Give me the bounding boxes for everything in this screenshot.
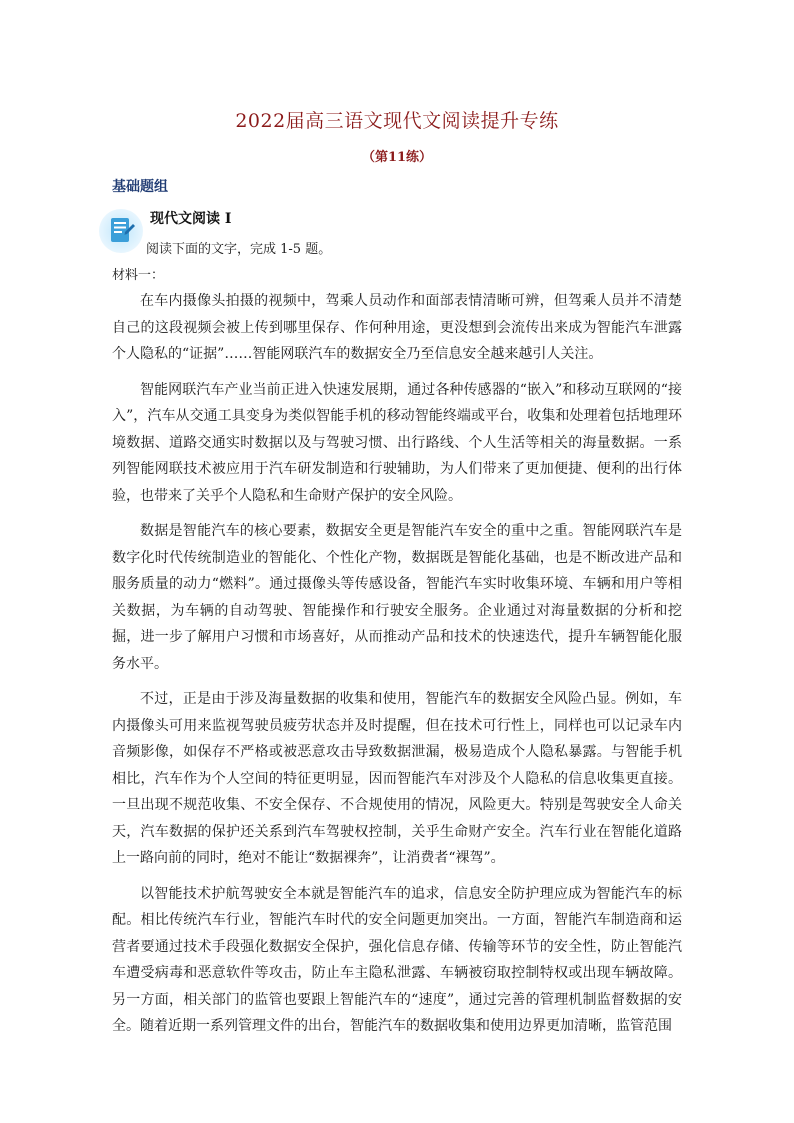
page-subtitle: （第11练） bbox=[361, 150, 433, 165]
paragraph-5: 以智能技术护航驾驶安全本就是智能汽车的追求，信息安全防护理应成为智能汽车的标配。相比传统汽车行业，智能汽车时代的安全问题更加突出。一方面，智能汽车制造商和运营者要通过技术手段强化数据安全保护，强化信息存储、传输等环节的安全性，防止智能汽车遭受病毒和恶意软件等攻击，防止车主隐私泄露、车辆被窃取控制特权或出现车辆故障。另一方面，相关部门的监管也要跟上智能汽车的“速度”，通过完善的管理机制监督数据的安全。随着近期一系列管理文件的出台，智能汽车的数据收集和使用边界更加清晰，监管范围 bbox=[112, 885, 682, 1034]
paragraph-3: 数据是智能汽车的核心要素，数据安全更是智能汽车安全的重中之重。智能网联汽车是数字化时代传统制造业的智能化、个性化产物，数据既是智能化基础，也是不断改进产品和服务质量的动力“燃料”。通过摄像头等传感设备，智能汽车实时收集环境、车辆和用户等相关数据，为车辆的自动驾驶、智能操作和行驶安全服务。企业通过对海量数据的分析和挖掘，进一步了解用户习惯和市场喜好，从而推动产品和技术的快速迭代，提升车辆智能化服务水平。 bbox=[112, 523, 682, 672]
paragraph-1: 在车内摄像头拍摄的视频中，驾乘人员动作和面部表情清晰可辨，但驾乘人员并不清楚自己的这段视频会被上传到哪里保存、作何种用途，更没想到会流传出来成为智能汽车泄露个人隐私的“证据”……智能网联汽车的数据安全乃至信息安全越来越引人关注。 bbox=[112, 293, 682, 362]
section-label: 基础题组 bbox=[112, 179, 168, 195]
document-edit-icon bbox=[98, 208, 144, 254]
reading-instruction: 阅读下面的文字，完成 1-5 题。 bbox=[146, 242, 332, 257]
paragraph-4: 不过，正是由于涉及海量数据的收集和使用，智能汽车的数据安全风险凸显。例如，车内摄像头可用来监视驾驶员疲劳状态并及时提醒，但在技术可行性上，同样也可以记录车内音频影像，如保存不严格或被恶意攻击导致数据泄漏，极易造成个人隐私暴露。与智能手机相比，汽车作为个人空间的特征更明显，因而智能汽车对涉及个人隐私的信息收集更直接。一旦出现不规范收集、不安全保存、不合规使用的情况，风险更大。特别是驾驶安全人命关天，汽车数据的保护还关系到汽车驾驶权控制，关乎生命财产安全。汽车行业在智能化道路上一路向前的同时，绝对不能让“数据裸奔”，让消费者“裸驾”。 bbox=[112, 691, 682, 866]
material-label: 材料一： bbox=[112, 268, 165, 283]
article-body bbox=[112, 288, 682, 1049]
paragraph-2: 智能网联汽车产业当前正进入快速发展期，通过各种传感器的“嵌入”和移动互联网的“接入”，汽车从交通工具变身为类似智能手机的移动智能终端或平台，收集和处理着包括地理环境数据、道路交通实时数据以及与驾驶习惯、出行路线、个人生活等相关的海量数据。一系列智能网联技术被应用于汽车研发制造和行驶辅助，为人们带来了更加便捷、便利的出行体验，也带来了关乎个人隐私和生命财产保护的安全风险。 bbox=[112, 381, 682, 504]
page-title: 2022届高三语文现代文阅读提升专练 bbox=[235, 110, 559, 132]
subsection-label: 现代文阅读 I bbox=[150, 211, 232, 227]
